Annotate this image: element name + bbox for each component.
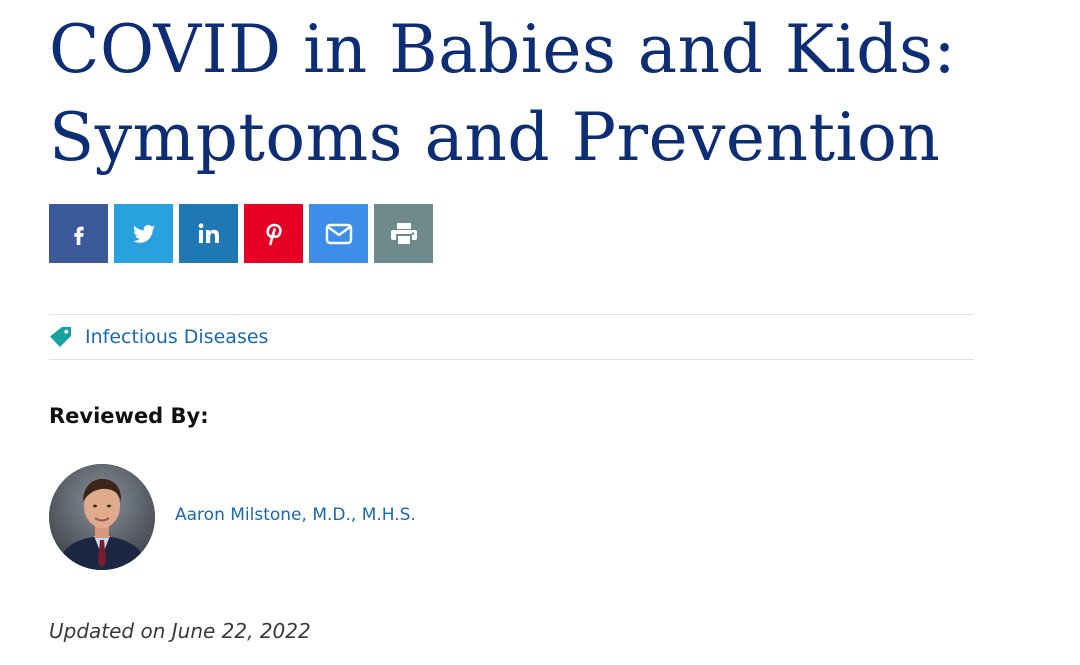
print-icon: [389, 221, 419, 247]
divider-bottom: [49, 359, 974, 360]
email-share-button[interactable]: [309, 204, 368, 263]
tag-link-infectious-diseases[interactable]: Infectious Diseases: [85, 326, 269, 348]
facebook-icon: [68, 223, 90, 245]
reviewed-by-heading: Reviewed By:: [49, 404, 209, 428]
print-button[interactable]: [374, 204, 433, 263]
linkedin-share-button[interactable]: [179, 204, 238, 263]
reviewer-photo: [49, 464, 155, 570]
linkedin-icon: [196, 221, 222, 247]
reviewer-name-link[interactable]: Aaron Milstone, M.D., M.H.S.: [175, 505, 416, 525]
title-line-2: Symptoms and Prevention: [49, 99, 941, 176]
title-line-1: COVID in Babies and Kids:: [49, 11, 957, 88]
pinterest-share-button[interactable]: [244, 204, 303, 263]
avatar[interactable]: [49, 464, 155, 570]
pinterest-icon: [262, 221, 286, 247]
page-title: [49, 6, 1049, 182]
twitter-icon: [132, 222, 156, 246]
email-icon: [325, 223, 353, 245]
divider-top: [49, 314, 974, 315]
tag-icon: [49, 325, 73, 349]
facebook-share-button[interactable]: [49, 204, 108, 263]
twitter-share-button[interactable]: [114, 204, 173, 263]
updated-date: Updated on June 22, 2022: [49, 619, 311, 643]
share-bar: [49, 204, 433, 263]
tag-row: [49, 322, 268, 352]
